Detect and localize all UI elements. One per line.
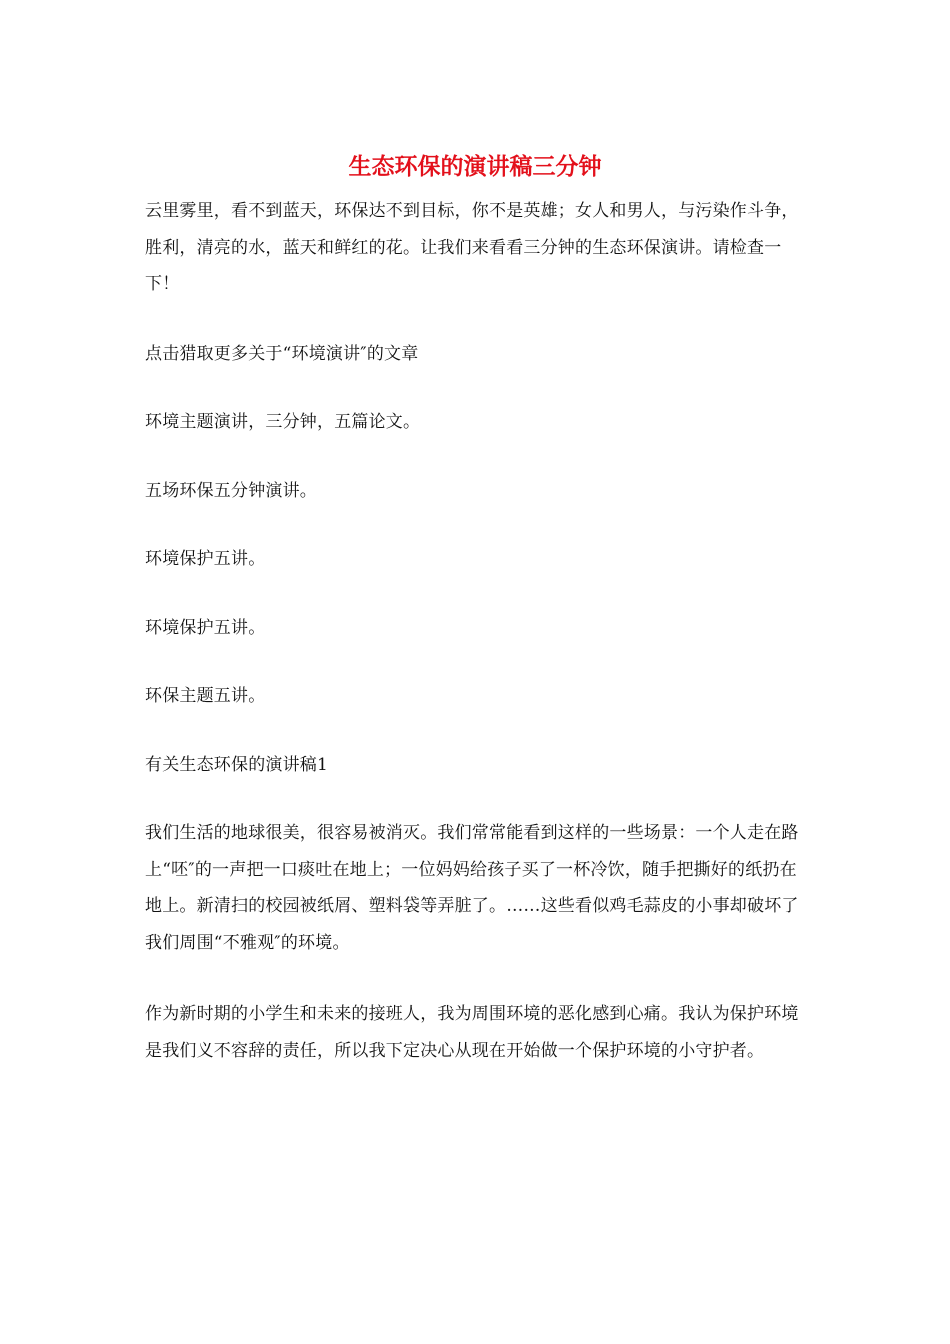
list-item-2: 五场环保五分钟演讲。 — [145, 481, 317, 501]
list-item-1: 环境主题演讲，三分钟，五篇论文。 — [145, 412, 421, 432]
list-item-3: 环境保护五讲。 — [145, 549, 266, 569]
body-paragraph-1: 我们生活的地球很美，很容易被消灭。我们常常能看到这样的一些场景：一个人走在路上“呸″的一声把一口痰吐在地上；一位妈妈给孩子买了一杯冷饮，随手把撕好的纸扔在地上。新清扫的校园被纸屑、塑料袋等弄脏了。……这些看似鸡毛蒜皮的小事却破坏了我们周围“不雅观″的环境。 — [145, 823, 799, 953]
link-paragraph: 点击猎取更多关于“环境演讲″的文章 — [145, 344, 419, 364]
body-paragraph-2: 作为新时期的小学生和未来的接班人，我为周围环境的恶化感到心痛。我认为保护环境是我们义不容辞的责任，所以我下定决心从现在开始做一个保护环境的小守护者。 — [145, 1004, 799, 1061]
list-item-4: 环境保护五讲。 — [145, 618, 266, 638]
page-title: 生态环保的演讲稿三分钟 — [348, 153, 602, 180]
intro-paragraph: 云里雾里，看不到蓝天，环保达不到目标，你不是英雄；女人和男人，与污染作斗争，胜利，清亮的水，蓝天和鲜红的花。让我们来看看三分钟的生态环保演讲。请检查一下！ — [145, 201, 799, 294]
section-heading: 有关生态环保的演讲稿1 — [145, 755, 329, 775]
list-item-5: 环保主题五讲。 — [145, 686, 266, 706]
